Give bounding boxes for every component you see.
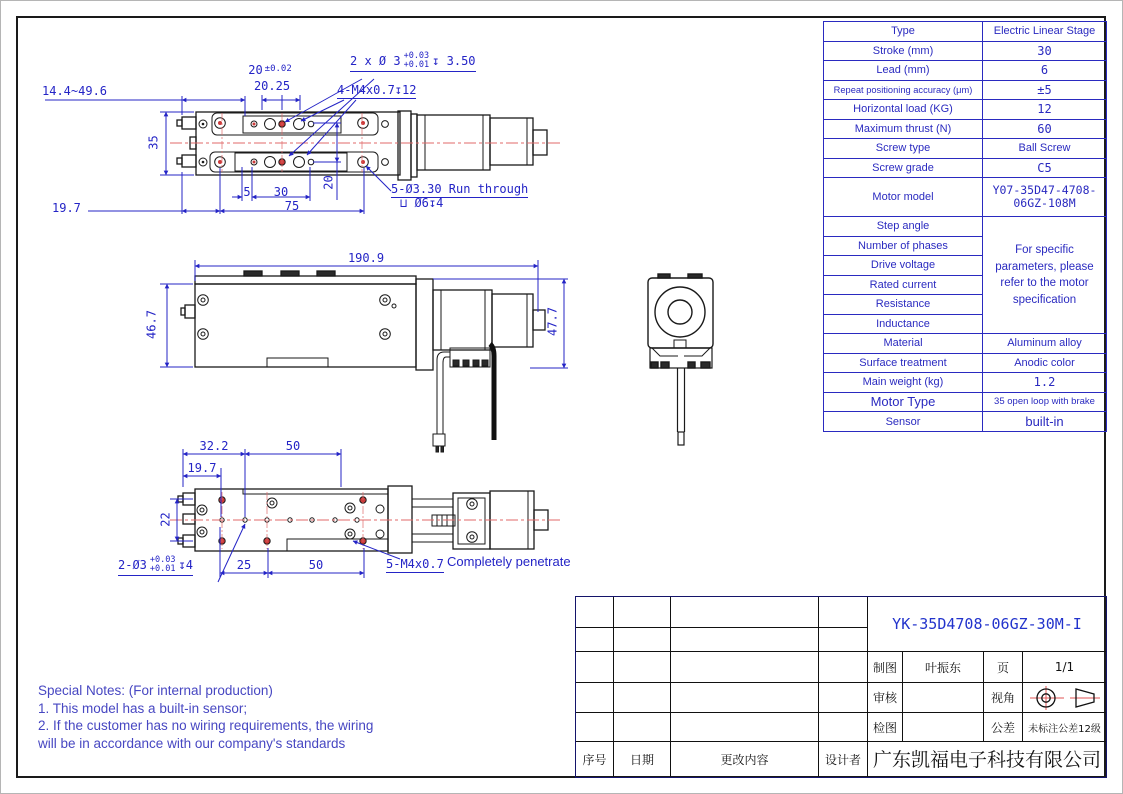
spec-value: Y07-35D47-4708-06GZ-108M — [983, 178, 1106, 217]
dim-pin-hole-note — [118, 556, 193, 576]
revision-cell — [819, 597, 867, 628]
spec-label: Number of phases — [824, 237, 983, 257]
spec-value: 35 open loop with brake — [983, 393, 1106, 413]
page-label: 页 — [984, 652, 1023, 683]
spec-label: Sensor — [824, 412, 983, 432]
title-block-right — [868, 597, 1106, 777]
seq-header: 序号 — [576, 742, 614, 777]
spec-value: Anodic color — [983, 354, 1106, 374]
dim-50-lower: 50 — [308, 558, 324, 572]
spec-value: ±5 — [983, 81, 1106, 101]
spec-label: Stroke (mm) — [824, 42, 983, 62]
dim-50-upper: 50 — [285, 439, 301, 453]
company-name: 广东凯福电子科技有限公司 — [872, 749, 1101, 771]
revision-table — [576, 597, 868, 777]
revision-cell — [671, 597, 819, 628]
revision-cell — [671, 628, 819, 652]
dim-thread-note-bottom: 5-M4x0.7 — [386, 557, 444, 571]
spec-value: Ball Screw — [983, 139, 1106, 159]
notes-title: Special Notes: (For internal production) — [38, 683, 273, 698]
tolerance-value: 未标注公差12级 — [1023, 713, 1106, 742]
tolerance-label: 公差 — [984, 713, 1023, 742]
spec-label: Repeat positioning accuracy (μm) — [824, 81, 983, 101]
revision-cell — [671, 652, 819, 683]
spec-label: Surface treatment — [824, 354, 983, 374]
spec-label: Lead (mm) — [824, 61, 983, 81]
notes-line: will be in accordance with our company's standards — [38, 735, 346, 751]
pin-tol-upper: +0.03 — [149, 555, 176, 565]
spec-label: Main weight (kg) — [824, 373, 983, 393]
dim-dowel-hole-note — [350, 52, 476, 72]
dim-20-25: 20.25 — [253, 79, 291, 93]
view-angle-value — [1023, 683, 1106, 713]
notes-line: 1. This model has a built-in sensor; — [38, 700, 248, 716]
dim-35: 35 — [146, 135, 161, 150]
dowel-depth: ↧ 3.50 — [432, 53, 476, 68]
spec-label: Maximum thrust (N) — [824, 120, 983, 140]
pin-depth: ↧4 — [178, 557, 193, 572]
spec-value: Electric Linear Stage — [983, 22, 1106, 42]
spec-value: 30 — [983, 42, 1106, 62]
view-angle-label: 视角 — [984, 683, 1023, 713]
dowel-tol-lower: +0.01 — [403, 60, 430, 70]
spec-label: Inductance — [824, 315, 983, 335]
dowel-hole-prefix: 2 x Ø 3 — [350, 53, 401, 68]
revision-cell — [614, 628, 671, 652]
dim-32-2: 32.2 — [199, 439, 229, 453]
spec-value: C5 — [983, 159, 1106, 179]
dim-counterbore-note: ⊔ Ø6↧4 — [400, 196, 444, 210]
dim-through-hole-note: 5-Ø3.30 Run through — [391, 182, 529, 196]
revision-cell — [614, 597, 671, 628]
spec-label: Rated current — [824, 276, 983, 296]
dim-thread-note-top: 4-M4x0.7↧12 — [337, 83, 417, 97]
revision-cell — [671, 713, 819, 742]
dim-height-46-7: 46.7 — [144, 310, 159, 339]
spec-label: Type — [824, 22, 983, 42]
revision-cell — [819, 683, 867, 713]
spec-label: Motor Type — [824, 393, 983, 413]
spec-value: 6 — [983, 61, 1106, 81]
dim-penetrate-note: Completely penetrate — [447, 554, 571, 569]
special-notes — [38, 682, 373, 752]
dim-20-toleranced — [248, 63, 292, 77]
revision-cell — [576, 628, 614, 652]
title-block — [575, 596, 1107, 778]
page-value: 1/1 — [1023, 652, 1106, 683]
spec-label: Material — [824, 334, 983, 354]
change-header: 更改内容 — [671, 742, 819, 777]
date-header: 日期 — [614, 742, 671, 777]
revision-cell — [576, 597, 614, 628]
spec-value: built-in — [1025, 414, 1064, 430]
revision-cell — [671, 683, 819, 713]
dim-19-7-top: 19.7 — [52, 201, 81, 215]
dim-75: 75 — [284, 199, 300, 213]
dowel-tol-upper: +0.03 — [403, 51, 430, 61]
review-label: 审核 — [868, 683, 903, 713]
revision-cell — [819, 713, 867, 742]
revision-cell — [576, 683, 614, 713]
spec-table — [823, 21, 1107, 432]
spec-label: Motor model — [824, 178, 983, 217]
spec-label: Screw grade — [824, 159, 983, 179]
spec-value: Aluminum alloy — [983, 334, 1106, 354]
drawn-by-value: 叶振东 — [903, 652, 984, 683]
revision-cell — [576, 713, 614, 742]
dim-20-vertical: 20 — [321, 175, 336, 190]
spec-value: 60 — [983, 120, 1106, 140]
revision-cell — [614, 683, 671, 713]
dim-stroke-range: 14.4~49.6 — [42, 84, 108, 98]
dim-25: 25 — [236, 558, 252, 572]
check-value — [903, 713, 984, 742]
drawn-by-label: 制图 — [868, 652, 903, 683]
pin-hole-prefix: 2-Ø3 — [118, 557, 147, 572]
revision-cell — [576, 652, 614, 683]
check-label: 检图 — [868, 713, 903, 742]
revision-cell — [614, 713, 671, 742]
spec-label: Step angle — [824, 217, 983, 237]
dim-19-7-bottom: 19.7 — [187, 461, 217, 475]
pin-tol-lower: +0.01 — [149, 564, 176, 574]
spec-label: Horizontal load (KG) — [824, 100, 983, 120]
dim-20-value: 20 — [248, 63, 263, 77]
notes-line: 2. If the customer has no wiring requirements, the wiring — [38, 718, 374, 734]
part-number: YK-35D4708-06GZ-30M-I — [868, 597, 1106, 652]
spec-value: 1.2 — [983, 373, 1106, 393]
spec-merged-note: For specific parameters, please refer to the motor specification — [983, 217, 1106, 334]
spec-label: Resistance — [824, 295, 983, 315]
spec-label: Drive voltage — [824, 256, 983, 276]
revision-cell — [819, 652, 867, 683]
dim-20-tolerance: ±0.02 — [264, 64, 292, 74]
dim-30: 30 — [273, 185, 289, 199]
designer-header: 设计者 — [824, 753, 861, 767]
dim-5: 5 — [243, 185, 251, 199]
spec-value: 12 — [983, 100, 1106, 120]
revision-cell — [819, 628, 867, 652]
dim-22: 22 — [158, 512, 173, 527]
dim-total-length: 190.9 — [347, 251, 385, 265]
third-angle-projection-icon — [1028, 684, 1102, 712]
revision-cell — [614, 652, 671, 683]
spec-label: Screw type — [824, 139, 983, 159]
dim-height-47-7: 47.7 — [545, 307, 560, 336]
review-value — [903, 683, 984, 713]
